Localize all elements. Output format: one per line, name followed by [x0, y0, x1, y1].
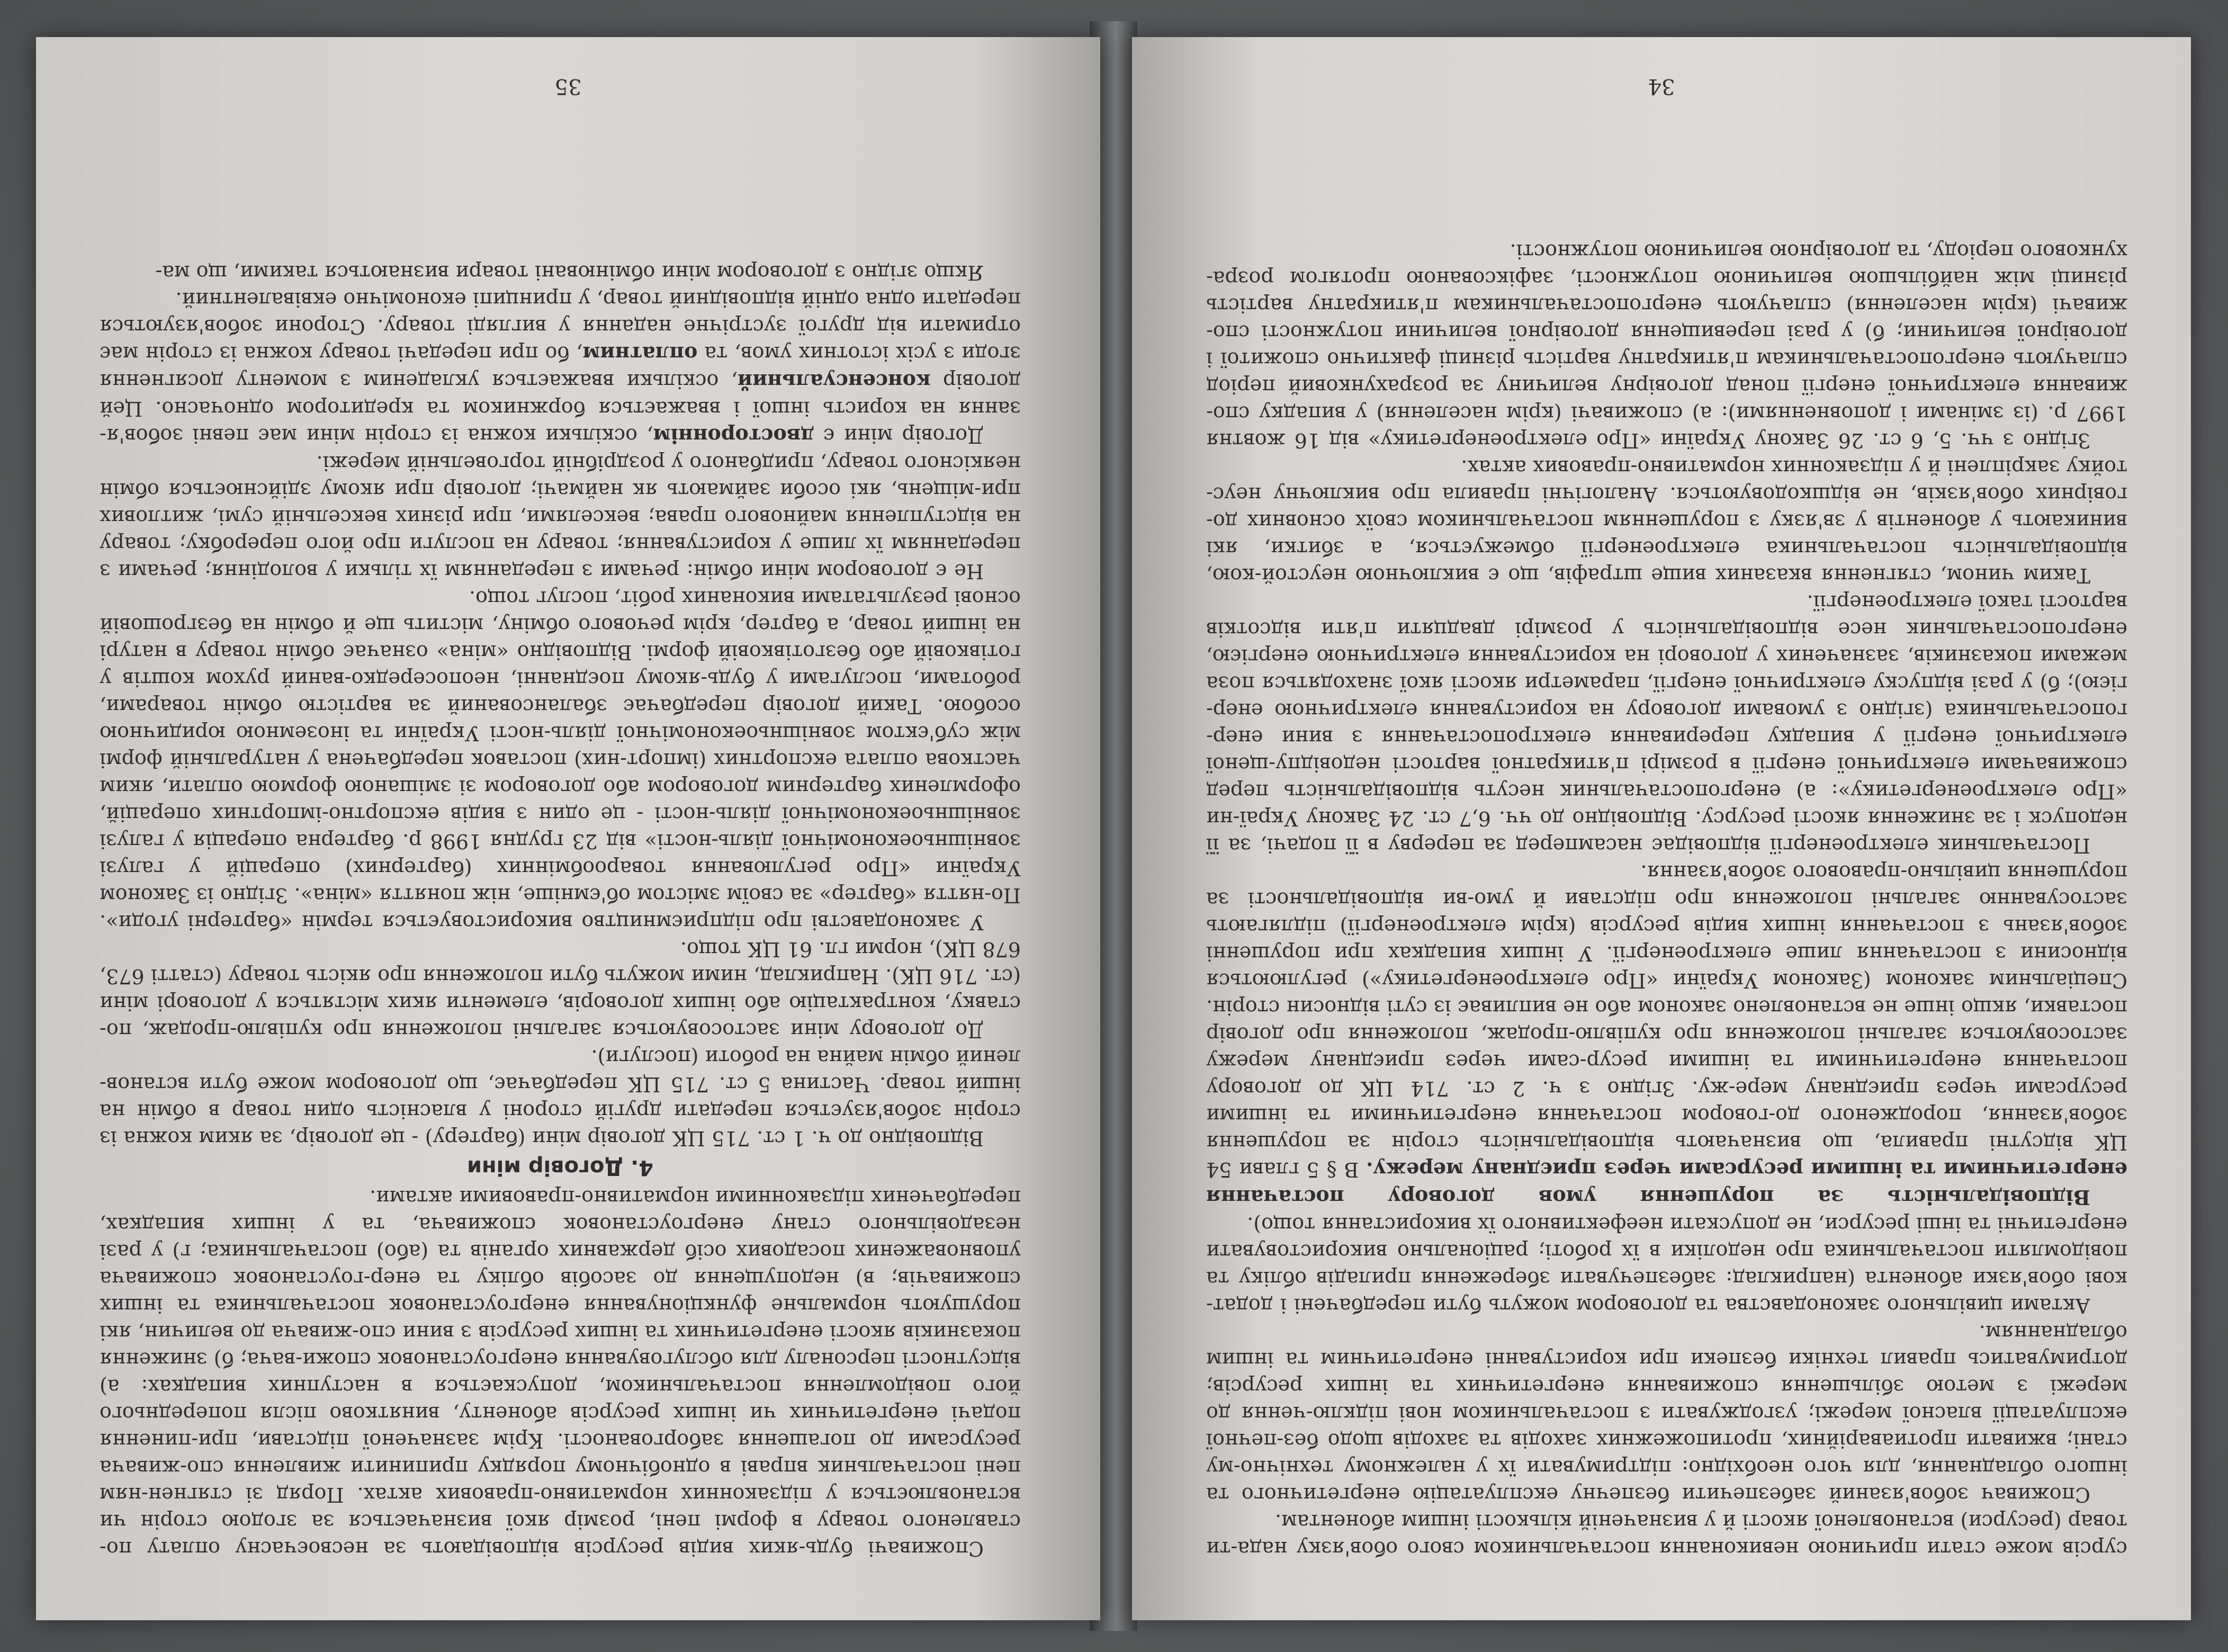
paragraph: Згідно з чч. 5, 6 ст. 26 Закону України «Про електроенергетику» від 16 жовтня 1997 р. (із змінами і доповненнями): а) споживачі (крім населення) у випадку спо-живання електричної енергії понад договірну величину за розрахунковий період сплачують енергопостачальникам п'ятикратну вартість різниці фактично спожитої і договірної величини; б) у разі перевищення договірної величини потужності спо-живачі (крім населення) сплачують енергопостачальникам п'ятикратну вартість різниці між найбільшою величиною потужності, зафіксованою протягом розра-хункового періоду, та договірною величиною потужності. [1206, 240, 2127, 452]
paragraph [1206, 859, 2127, 1211]
page-34 [1132, 37, 2191, 1620]
bold-lead: Відповідальність за порушення умов договору постачання енергетичними та іншими ресурсами через приєднану мережу. [1206, 1158, 2127, 1209]
bold-term: оплатним [582, 342, 698, 366]
paragraph: Споживачі будь-яких видів ресурсів відповідають за несвоєчасну оплату по-ставленого товару в формі пені, розмір якої визначається за згодою сторін чи встановлюється у підзаконних нормативно-правових актах. Поряд зі стягнен-ням пені постачальник вправі в однобічному порядку припинити живлення спо-живача ресурсами до погашення заборгованості. Крім зазначеної підстави, при-пинення подачі енергетичних чи інших ресурсів абоненту, винятково після попереднього його повідомлення постачальником, допускається в наступних випадках: а) відсутності персоналу для обслуговування енергоустановок спожи-вача; б) зниження показників якості енергетичних та інших ресурсів з вини спо-живача до величин, які порушують нормальне функціонування енергоустановок постачальника та інших споживачів; в) недопущення до засобів обліку та енер-гоустановок споживача уповноважених посадових осіб державних органів та (або) постачальника; г) у разі незадовільного стану енергоустановок споживача, та у інших випадках, передбачених підзаконними нормативно-правовими актами. [100, 1186, 1021, 1560]
paragraph [100, 286, 1021, 450]
paragraph: Актами цивільного законодавства та договором можуть бути передбачені і додат-кові обов'язки абонента (наприклад: забезпечувати збереження приладів обліку та повідомляти постачальника про недоліки в їх роботі; раціонально використовувати енергетичні та інші ресурси, не допускати неефективного їх використання тощо). [1206, 1213, 2127, 1317]
page-35 [36, 37, 1100, 1620]
paragraph: Постачальник електроенергії відповідає насамперед за перерву в її подачі, за її недопуск і за зниження якості ресурсу. Відповідно до чч. 6,7 ст. 24 Закону Украї-ни «Про електроенергетику»: а) енергопостачальник несуть відповідальність перед споживачами електричної енергії в розмірі п'ятикратної вартості недовідпу-щеної електричної енергії у випадку переривання електропостачання з вини енер-гопостачальника (згідно з умовами договору на користування електричною енер-гією); б) у разі відпуску електричної енергії, параметри якості якої знаходяться поза межами показників, зазначених у договорі на користування електричною енергією, енергопостачальник несе відповідальність у розмірі двадцяти п'яти відсотків вартості такої електроенергії. [1206, 591, 2127, 857]
paragraph: Споживач зобов'язаний забезпечити безпечну експлуатацію енергетичного та іншого обладнання, для чого необхідно: підтримувати їх у належному технічно-му стані; вживати протиаварійних, протипожежних заходів та заходів щодо без-печної експлуатації власної мережі; узгоджувати з постачальником нові підклю-чення до мережі з метою збільшення споживання енергетичних та інших ресурсів; дотримуватись правил техніки безпеки при користуванні енергетичним та іншим обладнанням. [1206, 1321, 2127, 1506]
paragraph: сурсів може стати причиною невиконання постачальником свого обов'язку нада-ти товар (ресурси) встановленої якості й у визначеній кількості іншим абонентам. [1206, 1510, 2127, 1560]
page-number: 34 [1648, 74, 1675, 98]
paragraph: Відповідно до ч. 1 ст. 715 ЦК договір міни (бартеру) - це договір, за яким кожна із сторін зобов'язується передати другій стороні у власність один товар в обмін на інший товар. Частина 5 ст. 715 ЦК передбачає, що договором може бути встанов-лений обмін майна на роботи (послуги). [100, 1046, 1021, 1150]
bold-term: двостороннім [653, 424, 814, 448]
paragraph-text: , бо при передачі товару кожна із сторін має отримати від другої зустрічне надання у вигляді товару. Сторони зобов'язуються передати одна одній відповідний товар, у принципі економічно еквівалентний. [99, 288, 1021, 365]
paragraph-text: , оскільки вважається укладеним з моменту досягнення згоди з усіх істотних умов, та [99, 342, 1021, 393]
paragraph: Якщо згідно з договором міни обмінювані товари визнаються такими, що ма- [155, 261, 984, 284]
paragraph: У законодавстві про підприємництво використовується термін «бартерні угоди». По-няття «бартер» за своїм змістом об'ємніше, ніж поняття «міна». Згідно із Законом України «Про регулювання товарообмінних (бартерних) операцій у галузі зовнішньоекономічної діяль-ності» від 23 грудня 1998 р. бартерна операція у галузі зовнішньоекономічної діяль-ності - це один з видів експортно-імпортних операцій, оформлених бартерним договором або договором зі змішаною формою оплати, яким часткова оплата експортних (імпорт-них) поставок передбачена у натуральній формі між суб'єктом зовнішньоекономічної діяль-ності України та іноземною юридичною особою. Такий договір передбачає збалансований за вартістю обмін товарами, роботами, послугами у будь-якому поєднанні, неопосередко-ваний рухом коштів у готівковій або безготівковій формі. Відповідно «міна» означає обмін товару в натурі на інший товар, а бартер, крім речового обміну, містить ще й обмін на безгрошовій основі результатами виконаних робіт, послуг тощо. [100, 587, 1021, 934]
paragraph-text: В § 5 глави 54 ЦК відсутні правила, що визначають відповідальність сторін за порушення зобов'язання, породженого до-говором постачання енергетичними та іншими ресурсами через приєднану мере-жу. Згідно з ч. 2 ст. 714 ЦК до договору постачання енергетичними та іншими ресур-сами через приєднану мережу застосовуються загальні положення про купівлю-продаж, положення про договір поставки, якщо інше не встановлено законом або не випливає із суті відносин сторін. Спеціальним законом (Законом України «Про електроенергетику») регулюються відносини з постачання лише електроенергії. У інших випадках при порушенні зобов'язань з постачання інших видів ресурсів (крім електроенергії) підлягають застосуванню загальні положення про підстави й умо-ви відповідальності за порушення цивільно-правового зобов'язання. [1206, 861, 2127, 1181]
paragraph: До договору міни застосовуються загальні положення про купівлю-продаж, по-ставку, контрактацію або інших договорів, елементи яких містяться у договорі міни (ст. 716 ЦК). Наприклад, ними можуть бути положення про якість товару (статті 673, 678 ЦК), норми гл. 61 ЦК тощо. [100, 938, 1021, 1042]
paragraph-text: , оскільки кожна із сторін міни має певні зобов'я-зання на користь іншої і вважається боржником та кредитором одночасно. Цей договір [100, 370, 1021, 447]
page-34-text [1206, 238, 2127, 1562]
page-35-text [100, 259, 1021, 1562]
bold-term: консенсуальний [737, 370, 931, 393]
page-number: 35 [554, 74, 582, 98]
paragraph: Не є договором міни обмін: речами з переданням їх тільки у володіння; речами з переданням їх лише у користування; товару на послуги про його переробку; товару на відступлення майнового права; векселями, при різних вексельній сумі, житлових при-міщень, які особи займають як наймачі; договір при якому здійснюється обмін неякісного товару, придбаного у роздрібній торговельній мережі. [100, 452, 1021, 583]
paragraph-text: Договір міни є [814, 424, 984, 447]
section-heading: 4. Договір міни [466, 1155, 654, 1180]
paragraph: Таким чином, стягнення вказаних вище штрафів, що є виключною неустой-кою, відповідальність постачальника електроенергії обмежується, а збитки, які виникають у абонентів у зв'язку з порушенням постачальником своїх основних до-говірних обов'язків, не відшкодовуються. Аналогічні правила про виключну неус-тойку закріплені й у підзаконних нормативно-правових актах. [1206, 456, 2127, 587]
